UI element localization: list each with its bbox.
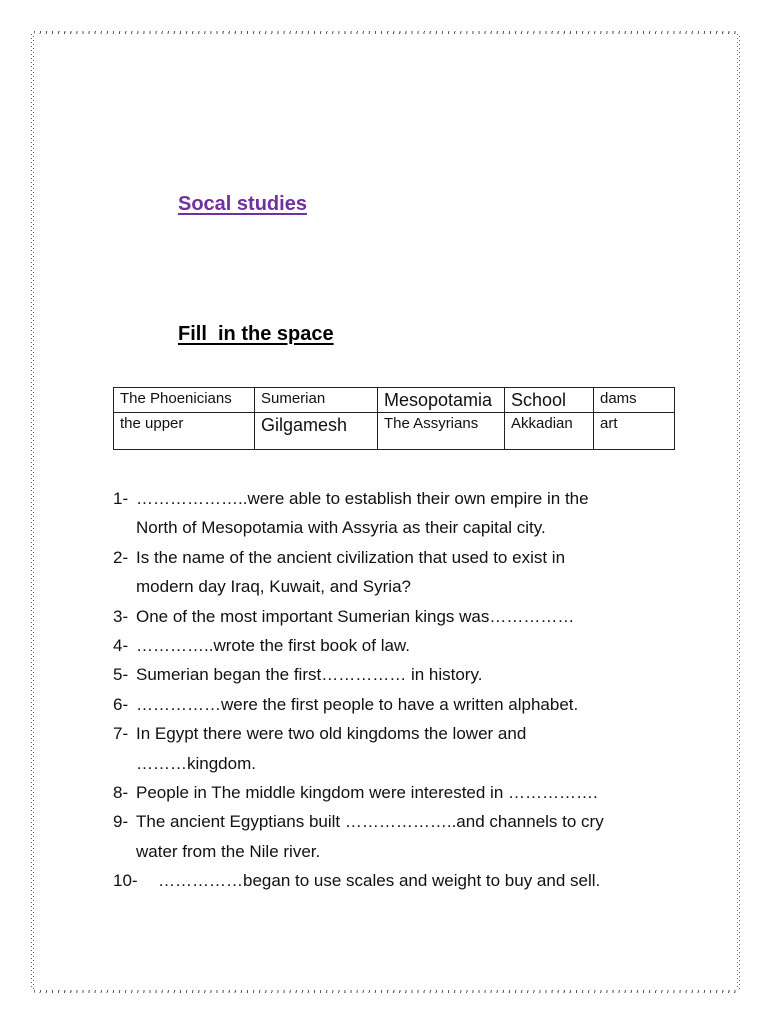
word-bank-cell: art xyxy=(594,413,675,450)
question-item xyxy=(113,631,604,660)
word-bank-cell: the upper xyxy=(114,413,255,450)
page-title: Socal studies xyxy=(178,193,307,215)
question-text: People in The middle kingdom were interested in ……………. xyxy=(136,783,598,803)
question-text: ………kingdom. xyxy=(136,753,256,773)
section-heading: Fill in the space xyxy=(178,323,334,345)
word-bank-row xyxy=(114,413,675,450)
word-bank-row xyxy=(114,388,675,413)
word-bank-cell: Akkadian xyxy=(505,413,594,450)
question-item xyxy=(113,866,604,895)
question-number: 6- xyxy=(113,694,129,714)
word-bank-cell: Gilgamesh xyxy=(255,413,378,450)
question-item xyxy=(113,484,604,543)
word-bank-table xyxy=(113,387,675,450)
question-number: 3- xyxy=(113,606,129,626)
question-text: water from the Nile river. xyxy=(136,841,321,861)
question-text: ………………..were able to establish their own empire in the xyxy=(136,489,589,508)
question-item xyxy=(113,543,604,602)
question-text: modern day Iraq, Kuwait, and Syria? xyxy=(136,577,411,597)
question-item xyxy=(113,778,604,807)
question-text: …………..wrote the first book of law. xyxy=(136,636,410,656)
question-number: 10- xyxy=(113,871,138,891)
question-number: 7- xyxy=(113,724,129,744)
question-number: 8- xyxy=(113,783,129,803)
word-bank-cell: Mesopotamia xyxy=(378,388,505,413)
question-number: 9- xyxy=(113,812,129,832)
question-text: ……………were the first people to have a written alphabet. xyxy=(136,694,579,714)
question-item xyxy=(113,660,604,689)
question-text: The ancient Egyptians built ………………..and channels to cry xyxy=(136,812,604,832)
question-list xyxy=(113,484,604,896)
question-text: In Egypt there were two old kingdoms the lower and xyxy=(136,724,527,744)
word-bank-cell: dams xyxy=(594,388,675,413)
question-text: ……………began to use scales and weight to buy and sell. xyxy=(158,871,601,891)
question-text: One of the most important Sumerian kings was…………… xyxy=(136,606,575,626)
page-border-right xyxy=(737,34,740,990)
question-text: North of Mesopotamia with Assyria as their capital city. xyxy=(136,518,546,538)
page-border-top xyxy=(34,31,738,34)
question-item xyxy=(113,719,604,778)
question-number: 5- xyxy=(113,665,129,685)
page-border-left xyxy=(31,34,34,990)
word-bank-cell: Sumerian xyxy=(255,388,378,413)
page-border-bottom xyxy=(34,990,738,993)
word-bank-cell: School xyxy=(505,388,594,413)
question-text: Sumerian began the first…………… in history. xyxy=(136,665,483,685)
word-bank-cell: The Phoenicians xyxy=(114,388,255,413)
question-item xyxy=(113,807,604,866)
question-number: 1- xyxy=(113,489,129,508)
word-bank-cell: The Assyrians xyxy=(378,413,505,450)
question-text: Is the name of the ancient civilization that used to exist in xyxy=(136,547,566,567)
question-number: 2- xyxy=(113,547,129,567)
question-item xyxy=(113,602,604,631)
question-number: 4- xyxy=(113,636,129,656)
question-item xyxy=(113,690,604,719)
